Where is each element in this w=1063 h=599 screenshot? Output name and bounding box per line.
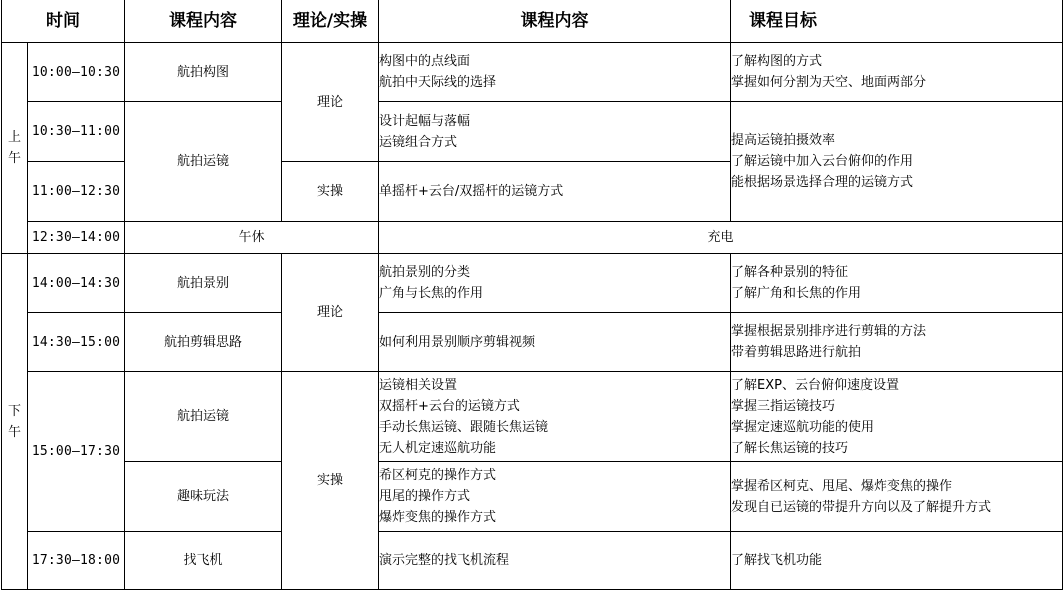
- goal-cell: 提高运镜拍摄效率 了解运镜中加入云台俯仰的作用 能根据场景选择合理的运镜方式: [731, 102, 1063, 222]
- course-cell: 航拍景别: [125, 254, 282, 313]
- table-row: [2, 43, 1063, 102]
- time-cell: 10:30—11:00: [28, 102, 125, 162]
- goal-cell: 了解各种景别的特征 了解广角和长焦的作用: [731, 254, 1063, 313]
- content-cell: 单摇杆+云台/双摇杆的运镜方式: [379, 162, 731, 222]
- time-cell: 14:30—15:00: [28, 313, 125, 372]
- goal-cell: 了解构图的方式 掌握如何分割为天空、地面两部分: [731, 43, 1063, 102]
- course-cell: 航拍剪辑思路: [125, 313, 282, 372]
- content-cell: 航拍景别的分类 广角与长焦的作用: [379, 254, 731, 313]
- content-cell: 构图中的点线面 航拍中天际线的选择: [379, 43, 731, 102]
- time-cell: 15:00—17:30: [28, 372, 125, 532]
- time-cell: 11:00—12:30: [28, 162, 125, 222]
- course-cell: 航拍运镜: [125, 372, 282, 462]
- course-cell: 航拍运镜: [125, 102, 282, 222]
- lunch-cell: 午休: [125, 222, 379, 254]
- course-schedule-table: [1, 0, 1063, 590]
- type-cell: 实操: [282, 372, 379, 590]
- type-cell: 理论: [282, 43, 379, 162]
- header-time: 时间: [2, 0, 125, 43]
- table-row: [2, 372, 1063, 462]
- content-cell: 如何利用景别顺序剪辑视频: [379, 313, 731, 372]
- header-goal: 课程目标: [731, 0, 1063, 43]
- table-row: [2, 532, 1063, 590]
- time-cell: 10:00—10:30: [28, 43, 125, 102]
- table-row: [2, 102, 1063, 162]
- content-cell: 演示完整的找飞机流程: [379, 532, 731, 590]
- table-row: [2, 222, 1063, 254]
- table-row: [2, 313, 1063, 372]
- header-row: [2, 0, 1063, 43]
- goal-cell: 掌握希区柯克、甩尾、爆炸变焦的操作 发现自已运镜的带提升方向以及了解提升方式: [731, 462, 1063, 532]
- goal-cell: 了解找飞机功能: [731, 532, 1063, 590]
- header-course: 课程内容: [125, 0, 282, 43]
- course-cell: 航拍构图: [125, 43, 282, 102]
- recharge-cell: 充电: [379, 222, 1063, 254]
- type-cell: 理论: [282, 254, 379, 372]
- time-cell: 14:00—14:30: [28, 254, 125, 313]
- content-cell: 设计起幅与落幅 运镜组合方式: [379, 102, 731, 162]
- course-cell: 找飞机: [125, 532, 282, 590]
- period-afternoon: 下 午: [2, 254, 28, 590]
- goal-cell: 了解EXP、云台俯仰速度设置 掌握三指运镜技巧 掌握定速巡航功能的使用 了解长焦运镜的技巧: [731, 372, 1063, 462]
- table-row: [2, 254, 1063, 313]
- goal-cell: 掌握根据景别排序进行剪辑的方法 带着剪辑思路进行航拍: [731, 313, 1063, 372]
- content-cell: 运镜相关设置 双摇杆+云台的运镜方式 手动长焦运镜、跟随长焦运镜 无人机定速巡航功能: [379, 372, 731, 462]
- period-morning: 上 午: [2, 43, 28, 254]
- type-cell: 实操: [282, 162, 379, 222]
- time-cell: 17:30—18:00: [28, 532, 125, 590]
- table-row: [2, 462, 1063, 532]
- time-cell: 12:30—14:00: [28, 222, 125, 254]
- course-cell: 趣味玩法: [125, 462, 282, 532]
- header-content: 课程内容: [379, 0, 731, 43]
- content-cell: 希区柯克的操作方式 甩尾的操作方式 爆炸变焦的操作方式: [379, 462, 731, 532]
- header-type: 理论/实操: [282, 0, 379, 43]
